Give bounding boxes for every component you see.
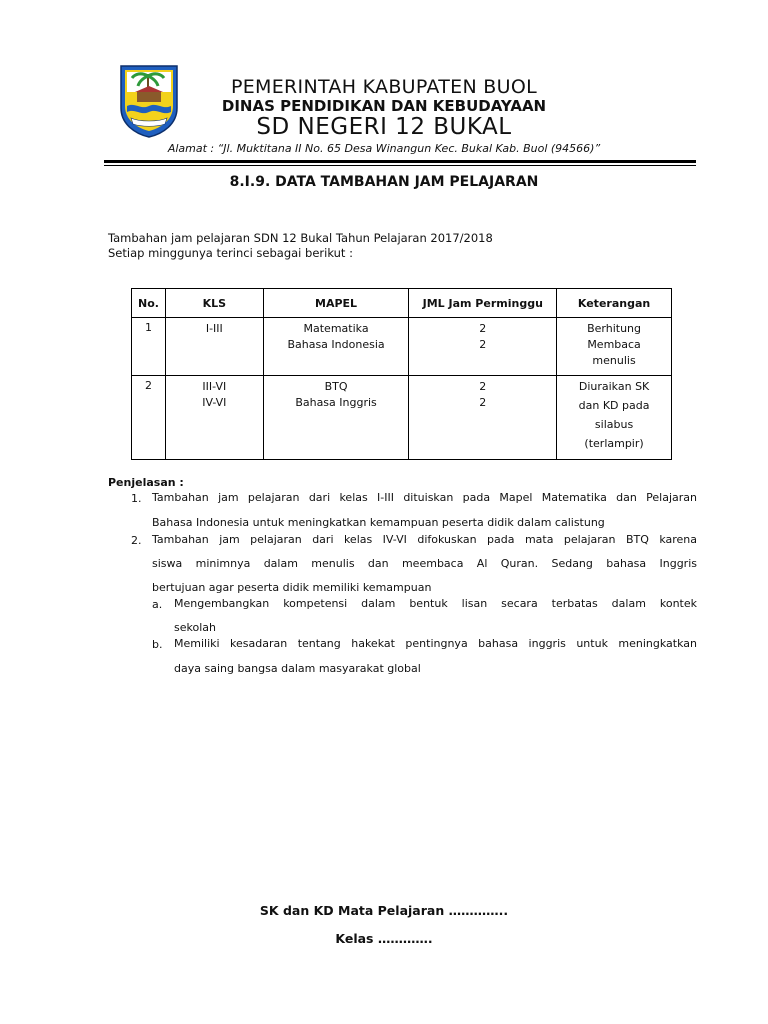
header-kls: KLS [165, 289, 263, 318]
list-item-line: Bahasa Indonesia untuk meningkatkan kemampuan peserta didik dalam calistung [152, 516, 605, 529]
kls-value: III-VI [202, 380, 227, 393]
row-keterangan [557, 318, 672, 376]
header-address: Alamat : “Jl. Muktitana II No. 65 Desa Winangun Kec. Bukal Kab. Buol (94566)” [167, 142, 601, 155]
jml-value: 2 [479, 322, 487, 335]
header-school-name: SD NEGERI 12 BUKAL [256, 114, 512, 140]
row-kls [165, 376, 263, 460]
table-row [132, 318, 672, 376]
mapel-value: Bahasa Indonesia [287, 338, 385, 351]
header-mapel: MAPEL [263, 289, 409, 318]
header-divider-thin [104, 165, 696, 166]
explanation-heading: Penjelasan : [108, 476, 184, 489]
kls-value: IV-VI [202, 396, 227, 409]
list-item-line: bertujuan agar peserta didik memiliki kemampuan [152, 581, 432, 594]
list-number: 1. [131, 492, 142, 505]
footer-kelas-line: Kelas …………. [335, 931, 433, 946]
lesson-hours-table [131, 288, 672, 460]
sub-list-letter: a. [152, 598, 163, 611]
sub-list-item-line: sekolah [174, 621, 216, 634]
list-number: 2. [131, 534, 142, 547]
ket-value: menulis [592, 354, 636, 367]
ket-value: Berhitung [587, 322, 642, 335]
kls-value: I-III [205, 322, 223, 335]
jml-value: 2 [479, 338, 487, 351]
mapel-value: BTQ [324, 380, 348, 393]
header-government-name: PEMERINTAH KABUPATEN BUOL [230, 76, 537, 98]
header-jml: JML Jam Perminggu [409, 289, 557, 318]
document-title: 8.I.9. DATA TAMBAHAN JAM PELAJARAN [229, 174, 539, 190]
ket-value: (terlampir) [584, 437, 644, 450]
row-no: 1 [132, 318, 166, 376]
row-no: 2 [132, 376, 166, 460]
row-kls [165, 318, 263, 376]
header-department-name: DINAS PENDIDIKAN DAN KEBUDAYAAN [221, 97, 547, 115]
footer-sk-kd-line: SK dan KD Mata Pelajaran ………….. [259, 903, 509, 918]
sub-list-item-line: Mengembangkan kompetensi dalam bentuk lisan secara terbatas dalam kontek [174, 597, 697, 610]
table-row [132, 376, 672, 460]
table-header-row [132, 289, 672, 318]
sub-list-letter: b. [152, 638, 163, 651]
jml-value: 2 [479, 396, 487, 409]
ket-value: silabus [594, 418, 634, 431]
intro-line-1: Tambahan jam pelajaran SDN 12 Bukal Tahun Pelajaran 2017/2018 [108, 231, 493, 245]
row-jml [409, 318, 557, 376]
row-jml [409, 376, 557, 460]
intro-line-2: Setiap minggunya terinci sebagai berikut : [108, 246, 353, 260]
list-item-line: siswa minimnya dalam menulis dan meembaca Al Quran. Sedang bahasa Inggris [152, 557, 697, 570]
list-item-line: Tambahan jam pelajaran dari kelas I-III dituiskan pada Mapel Matematika dan Pelajaran [152, 491, 697, 504]
intro-paragraph [108, 231, 493, 261]
list-item-line: Tambahan jam pelajaran dari kelas IV-VI difokuskan pada mata pelajaran BTQ karena [152, 533, 697, 546]
row-mapel [263, 318, 409, 376]
row-mapel [263, 376, 409, 460]
mapel-value: Bahasa Inggris [295, 396, 377, 409]
jml-value: 2 [479, 380, 487, 393]
ket-value: Diuraikan SK [578, 380, 650, 393]
header-keterangan: Keterangan [557, 289, 672, 318]
ket-value: Membaca [587, 338, 641, 351]
row-keterangan [557, 376, 672, 460]
header-no: No. [132, 289, 166, 318]
mapel-value: Matematika [303, 322, 369, 335]
ket-value: dan KD pada [578, 399, 650, 412]
header-divider-thick [104, 160, 696, 163]
sub-list-item-line: daya saing bangsa dalam masyarakat global [174, 662, 421, 675]
sub-list-item-line: Memiliki kesadaran tentang hakekat pentingnya bahasa inggris untuk meningkatkan [174, 637, 697, 650]
